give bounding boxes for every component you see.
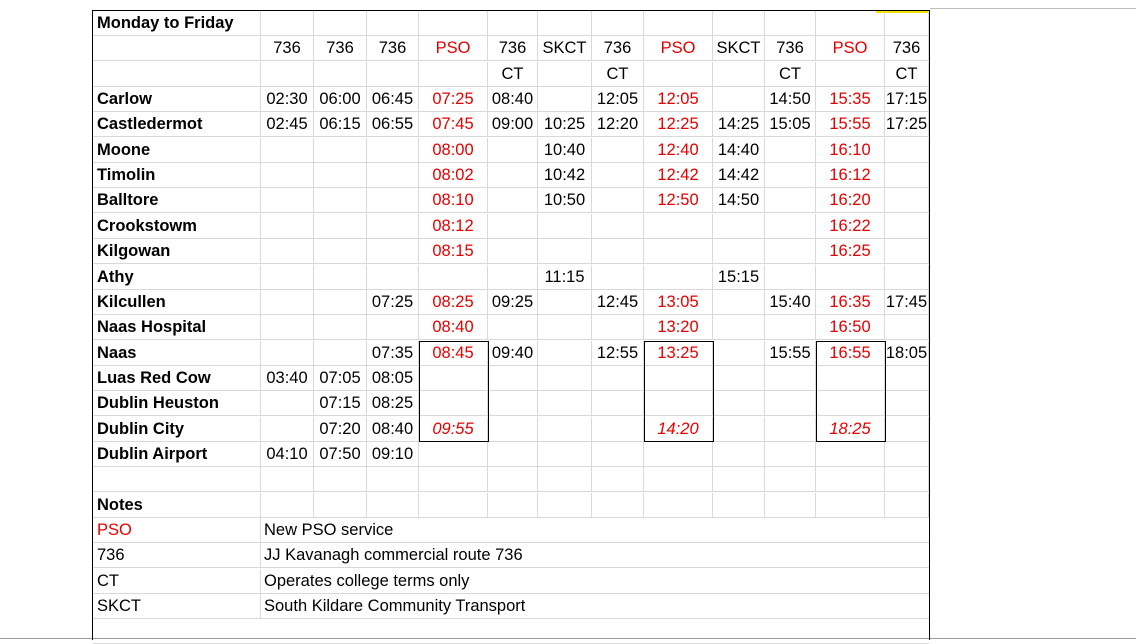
departure-time	[488, 138, 538, 162]
departure-time	[261, 391, 314, 415]
departure-time: 11:15	[538, 265, 592, 289]
empty-cell	[261, 11, 314, 35]
empty-cell	[314, 11, 367, 35]
route-type	[713, 62, 765, 86]
departure-time	[261, 163, 314, 187]
departure-time: 12:45	[592, 290, 644, 314]
stop-row	[93, 239, 929, 264]
stop-name: Castledermot	[93, 112, 261, 136]
empty-cell	[816, 467, 885, 491]
departure-time	[885, 214, 929, 238]
route-type	[538, 62, 592, 86]
departure-time	[592, 214, 644, 238]
empty-cell	[538, 11, 592, 35]
departure-time	[713, 366, 765, 390]
stop-row	[93, 265, 929, 290]
departure-time: 13:25	[644, 341, 713, 365]
departure-time: 14:42	[713, 163, 765, 187]
empty-cell	[367, 467, 419, 491]
stop-row	[93, 112, 929, 137]
note-description: New PSO service	[264, 521, 394, 539]
departure-time	[885, 417, 929, 441]
departure-time: 08:40	[488, 87, 538, 111]
departure-time	[592, 391, 644, 415]
departure-time	[592, 315, 644, 339]
departure-time	[261, 417, 314, 441]
departure-time	[644, 391, 713, 415]
departure-time	[488, 315, 538, 339]
departure-time	[713, 290, 765, 314]
empty-cell	[885, 11, 929, 35]
note-code: 736	[93, 543, 261, 567]
empty-cell	[816, 11, 885, 35]
departure-time	[644, 265, 713, 289]
stop-row	[93, 138, 929, 163]
departure-time: 16:12	[816, 163, 885, 187]
stop-name: Kilcullen	[93, 290, 261, 314]
empty-cell	[713, 467, 765, 491]
departure-time	[488, 239, 538, 263]
departure-time	[816, 366, 885, 390]
departure-time	[314, 290, 367, 314]
departure-time: 14:20	[644, 417, 713, 441]
departure-time	[538, 239, 592, 263]
departure-time: 17:45	[885, 290, 929, 314]
departure-time: 06:55	[367, 112, 419, 136]
departure-time	[592, 239, 644, 263]
trailing-row	[93, 619, 929, 644]
departure-time: 10:25	[538, 112, 592, 136]
departure-time	[765, 239, 816, 263]
departure-time	[488, 366, 538, 390]
departure-time: 13:20	[644, 315, 713, 339]
departure-time: 07:05	[314, 366, 367, 390]
departure-time: 08:05	[367, 366, 419, 390]
departure-time	[816, 442, 885, 466]
empty-cell	[765, 11, 816, 35]
empty-cell	[488, 11, 538, 35]
empty-cell	[314, 493, 367, 517]
route-header: SKCT	[713, 36, 765, 60]
route-type	[314, 62, 367, 86]
route-header-label	[93, 36, 261, 60]
departure-time	[261, 315, 314, 339]
route-header: 736	[885, 36, 929, 60]
departure-time	[261, 265, 314, 289]
empty-cell	[419, 11, 488, 35]
empty-cell	[765, 493, 816, 517]
departure-time	[538, 341, 592, 365]
departure-time: 08:02	[419, 163, 488, 187]
stop-name: Dublin Airport	[93, 442, 261, 466]
note-row	[93, 543, 929, 568]
note-row	[93, 569, 929, 594]
empty-cell	[367, 11, 419, 35]
route-header: PSO	[419, 36, 488, 60]
departure-time	[538, 87, 592, 111]
departure-time: 07:25	[367, 290, 419, 314]
route-type: CT	[765, 62, 816, 86]
departure-time	[713, 315, 765, 339]
departure-time	[314, 188, 367, 212]
departure-time	[885, 442, 929, 466]
departure-time	[538, 214, 592, 238]
departure-time	[885, 188, 929, 212]
empty-label	[93, 467, 261, 491]
departure-time	[367, 214, 419, 238]
departure-time	[488, 442, 538, 466]
departure-time: 07:25	[419, 87, 488, 111]
departure-time	[314, 239, 367, 263]
departure-time	[261, 188, 314, 212]
departure-time	[261, 290, 314, 314]
stop-row	[93, 417, 929, 442]
departure-time	[885, 138, 929, 162]
departure-time: 12:50	[644, 188, 713, 212]
note-row	[93, 518, 929, 543]
route-type-label	[93, 62, 261, 86]
stop-name: Kilgowan	[93, 239, 261, 263]
departure-time: 08:40	[419, 315, 488, 339]
departure-time: 12:25	[644, 112, 713, 136]
route-type	[367, 62, 419, 86]
departure-time	[314, 163, 367, 187]
note-description: Operates college terms only	[264, 571, 470, 590]
empty-cell	[592, 467, 644, 491]
stop-row	[93, 188, 929, 213]
stop-name: Timolin	[93, 163, 261, 187]
departure-time: 06:45	[367, 87, 419, 111]
route-type	[644, 62, 713, 86]
departure-time	[592, 188, 644, 212]
empty-cell	[644, 11, 713, 35]
departure-time: 15:40	[765, 290, 816, 314]
departure-time	[713, 239, 765, 263]
departure-time: 14:25	[713, 112, 765, 136]
route-header: 736	[367, 36, 419, 60]
stop-row	[93, 163, 929, 188]
departure-time	[644, 239, 713, 263]
stop-name: Carlow	[93, 87, 261, 111]
note-description: JJ Kavanagh commercial route 736	[264, 546, 523, 565]
departure-time	[765, 442, 816, 466]
departure-time	[367, 163, 419, 187]
departure-time	[885, 239, 929, 263]
departure-time: 02:45	[261, 112, 314, 136]
departure-time: 02:30	[261, 87, 314, 111]
departure-time: 13:05	[644, 290, 713, 314]
empty-cell	[488, 467, 538, 491]
departure-time: 09:00	[488, 112, 538, 136]
departure-time: 08:40	[367, 417, 419, 441]
departure-time: 10:40	[538, 138, 592, 162]
stop-row	[93, 87, 929, 112]
departure-time	[314, 214, 367, 238]
departure-time	[314, 341, 367, 365]
departure-time	[592, 442, 644, 466]
route-header-row	[93, 36, 929, 61]
departure-time	[816, 391, 885, 415]
departure-time	[885, 391, 929, 415]
stop-name: Luas Red Cow	[93, 366, 261, 390]
departure-time	[592, 366, 644, 390]
departure-time: 08:00	[419, 138, 488, 162]
empty-cell	[261, 493, 314, 517]
departure-time	[314, 315, 367, 339]
departure-time	[488, 265, 538, 289]
departure-time: 16:35	[816, 290, 885, 314]
departure-time: 12:20	[592, 112, 644, 136]
departure-time: 10:42	[538, 163, 592, 187]
departure-time	[261, 138, 314, 162]
departure-time	[885, 163, 929, 187]
departure-time	[885, 315, 929, 339]
departure-time	[765, 366, 816, 390]
departure-time: 18:25	[816, 417, 885, 441]
stop-row	[93, 315, 929, 340]
departure-time	[538, 315, 592, 339]
departure-time: 12:40	[644, 138, 713, 162]
departure-time: 18:05	[885, 341, 929, 365]
stop-name: Naas	[93, 341, 261, 365]
departure-time	[765, 391, 816, 415]
title-row	[93, 11, 929, 36]
departure-time: 07:15	[314, 391, 367, 415]
departure-time	[538, 290, 592, 314]
stop-name: Crookstowm	[93, 214, 261, 238]
timetable-title: Monday to Friday	[93, 11, 261, 35]
departure-time: 07:20	[314, 417, 367, 441]
departure-time: 12:55	[592, 341, 644, 365]
departure-time: 07:45	[419, 112, 488, 136]
note-code: PSO	[93, 518, 261, 542]
departure-time: 15:05	[765, 112, 816, 136]
departure-time: 12:05	[644, 87, 713, 111]
departure-time	[765, 417, 816, 441]
stop-row	[93, 214, 929, 239]
departure-time	[816, 265, 885, 289]
stop-row	[93, 290, 929, 315]
empty-cell	[713, 493, 765, 517]
departure-time: 03:40	[261, 366, 314, 390]
departure-time	[644, 366, 713, 390]
departure-time	[592, 138, 644, 162]
departure-time	[538, 366, 592, 390]
departure-time: 14:50	[765, 87, 816, 111]
departure-time	[488, 188, 538, 212]
stop-row	[93, 366, 929, 391]
stop-name: Athy	[93, 265, 261, 289]
stop-row	[93, 442, 929, 467]
empty-cell	[644, 467, 713, 491]
departure-time: 14:50	[713, 188, 765, 212]
departure-time: 06:00	[314, 87, 367, 111]
note-row	[93, 594, 929, 619]
empty-cell	[816, 493, 885, 517]
departure-time	[713, 341, 765, 365]
departure-time: 14:40	[713, 138, 765, 162]
empty-cell	[885, 493, 929, 517]
empty-cell	[885, 467, 929, 491]
departure-time: 15:15	[713, 265, 765, 289]
departure-time	[419, 391, 488, 415]
departure-time	[419, 265, 488, 289]
departure-time	[713, 442, 765, 466]
stop-name: Dublin Heuston	[93, 391, 261, 415]
route-type-row	[93, 62, 929, 87]
departure-time: 15:35	[816, 87, 885, 111]
departure-time: 17:25	[885, 112, 929, 136]
empty-cell	[314, 467, 367, 491]
empty-cell	[488, 493, 538, 517]
departure-time	[419, 366, 488, 390]
spacer-row	[93, 467, 929, 492]
departure-time: 08:45	[419, 341, 488, 365]
route-type: CT	[488, 62, 538, 86]
departure-time	[713, 87, 765, 111]
empty-cell	[419, 493, 488, 517]
route-header: 736	[261, 36, 314, 60]
route-header: PSO	[816, 36, 885, 60]
empty-cell	[367, 493, 419, 517]
stop-name: Naas Hospital	[93, 315, 261, 339]
departure-time	[765, 163, 816, 187]
empty-cell	[538, 467, 592, 491]
departure-time	[765, 265, 816, 289]
departure-time	[765, 214, 816, 238]
departure-time: 08:12	[419, 214, 488, 238]
stop-name: Balltore	[93, 188, 261, 212]
stop-name: Dublin City	[93, 417, 261, 441]
empty-cell	[419, 467, 488, 491]
departure-time: 15:55	[816, 112, 885, 136]
stop-row	[93, 391, 929, 416]
empty-cell	[644, 493, 713, 517]
note-code: CT	[93, 569, 261, 593]
route-type: CT	[592, 62, 644, 86]
departure-time: 09:25	[488, 290, 538, 314]
departure-time: 15:55	[765, 341, 816, 365]
empty-cell	[765, 467, 816, 491]
departure-time: 17:15	[885, 87, 929, 111]
route-header: PSO	[644, 36, 713, 60]
departure-time	[367, 239, 419, 263]
departure-time	[538, 442, 592, 466]
departure-time: 16:20	[816, 188, 885, 212]
departure-time: 16:22	[816, 214, 885, 238]
departure-time	[261, 341, 314, 365]
departure-time	[488, 163, 538, 187]
departure-time: 09:40	[488, 341, 538, 365]
departure-time: 09:55	[419, 417, 488, 441]
top-border-line	[930, 8, 1136, 9]
departure-time	[367, 265, 419, 289]
departure-time: 07:50	[314, 442, 367, 466]
notes-heading: Notes	[93, 493, 261, 517]
departure-time	[765, 138, 816, 162]
note-description: South Kildare Community Transport	[264, 597, 526, 616]
empty-cell	[538, 493, 592, 517]
empty-cell	[261, 467, 314, 491]
departure-time	[367, 315, 419, 339]
route-type: CT	[885, 62, 929, 86]
departure-time	[314, 138, 367, 162]
route-header: 736	[765, 36, 816, 60]
departure-time	[765, 315, 816, 339]
departure-time: 16:10	[816, 138, 885, 162]
departure-time: 04:10	[261, 442, 314, 466]
timetable-sheet	[92, 10, 930, 640]
departure-time: 12:05	[592, 87, 644, 111]
departure-time	[885, 265, 929, 289]
departure-time	[538, 417, 592, 441]
departure-time	[713, 417, 765, 441]
departure-time	[713, 391, 765, 415]
departure-time: 16:50	[816, 315, 885, 339]
route-header: 736	[488, 36, 538, 60]
departure-time	[261, 214, 314, 238]
stop-row	[93, 341, 929, 366]
departure-time: 09:10	[367, 442, 419, 466]
departure-time	[488, 214, 538, 238]
empty-cell	[592, 11, 644, 35]
departure-time	[488, 417, 538, 441]
departure-time	[592, 163, 644, 187]
departure-time: 16:25	[816, 239, 885, 263]
route-type	[816, 62, 885, 86]
route-header: 736	[592, 36, 644, 60]
departure-time: 12:42	[644, 163, 713, 187]
departure-time: 08:10	[419, 188, 488, 212]
departure-time: 10:50	[538, 188, 592, 212]
route-header: 736	[314, 36, 367, 60]
route-type	[261, 62, 314, 86]
departure-time	[367, 188, 419, 212]
route-type	[419, 62, 488, 86]
departure-time: 06:15	[314, 112, 367, 136]
departure-time	[367, 138, 419, 162]
departure-time	[644, 442, 713, 466]
stop-name: Moone	[93, 138, 261, 162]
departure-time	[261, 239, 314, 263]
departure-time: 16:55	[816, 341, 885, 365]
departure-time	[885, 366, 929, 390]
route-header: SKCT	[538, 36, 592, 60]
empty-cell	[592, 493, 644, 517]
departure-time: 08:25	[419, 290, 488, 314]
departure-time	[419, 442, 488, 466]
departure-time	[314, 265, 367, 289]
departure-time: 08:15	[419, 239, 488, 263]
departure-time	[592, 265, 644, 289]
notes-heading-row	[93, 493, 929, 518]
departure-time	[644, 214, 713, 238]
departure-time	[765, 188, 816, 212]
departure-time	[488, 391, 538, 415]
empty-cell	[713, 11, 765, 35]
departure-time	[713, 214, 765, 238]
departure-time: 07:35	[367, 341, 419, 365]
note-code: SKCT	[93, 594, 261, 618]
departure-time	[538, 391, 592, 415]
departure-time: 08:25	[367, 391, 419, 415]
departure-time	[592, 417, 644, 441]
